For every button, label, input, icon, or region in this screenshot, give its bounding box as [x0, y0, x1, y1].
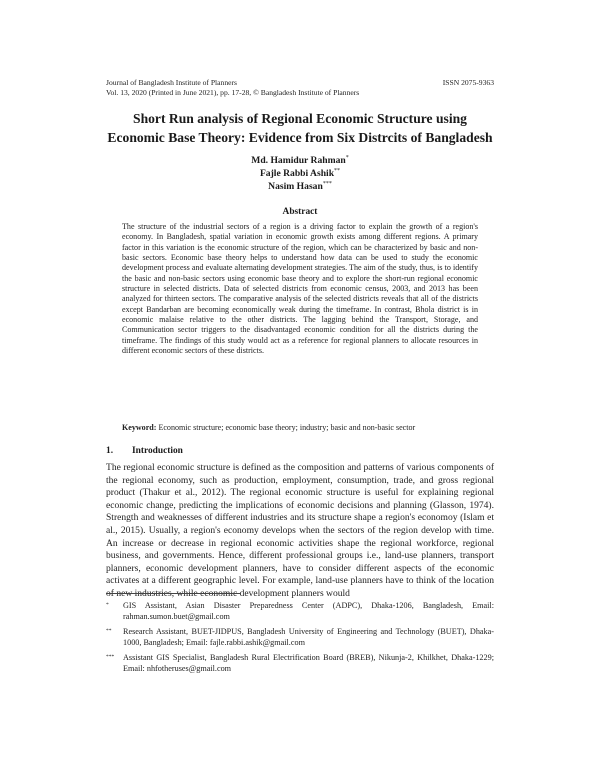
footnote-mark: ** [106, 628, 112, 634]
keywords-label: Keyword: [122, 423, 157, 432]
section-number: 1. [106, 446, 114, 456]
section-title: Introduction [132, 446, 183, 456]
section-heading [106, 446, 183, 456]
volume-line: Vol. 13, 2020 (Printed in June 2021), pp. 17-28, © Bangladesh Institute of Planners [106, 88, 360, 97]
author: Fajle Rabbi Ashik** [259, 168, 341, 179]
issn: ISSN 2075-9363 [442, 78, 494, 87]
keywords [122, 423, 478, 433]
author-mark: * [345, 155, 349, 161]
footnote-rule [106, 593, 240, 594]
author-list [100, 154, 500, 193]
footnote [106, 627, 494, 648]
abstract-heading: Abstract [282, 207, 318, 217]
author: Nasim Hasan*** [268, 181, 332, 192]
footnote-text: Research Assistant, BUET-JIDPUS, Bangladesh University of Engineering and Technology (BUET), Dhaka-1000, Bangladesh; Email: fajle.rabbi.ashik@gmail.com [123, 627, 494, 647]
author-mark: ** [334, 168, 341, 174]
footnote [106, 653, 494, 674]
journal-name: Journal of Bangladesh Institute of Planners [106, 78, 237, 87]
footnote-text: Assistant GIS Specialist, Bangladesh Rural Electrification Board (BREB), Nikunja-2, Khilkhet, Dhaka-1229; Email: nhfotheruses@gmail.com [123, 653, 494, 673]
journal-header [106, 78, 494, 98]
footnote [106, 601, 494, 622]
title-line-2: Economic Base Theory: Evidence from Six Distrcits of Bangladesh [107, 130, 493, 145]
paper-title [60, 109, 540, 147]
author: Md. Hamidur Rahman* [251, 155, 349, 166]
title-line-1: Short Run analysis of Regional Economic Structure using [133, 111, 467, 126]
footnotes [106, 601, 494, 679]
author-mark: *** [322, 181, 332, 187]
footnote-mark: * [106, 602, 109, 608]
keywords-text: Economic structure; economic base theory; industry; basic and non-basic sector [158, 423, 416, 432]
abstract-text: The structure of the industrial sectors of a region is a driving factor to explain the growth of a region's economy. In Bangladesh, spatial variation in economic growth exists among different regions. A primary factor in this variation is the economic structure of the region, which can be characterized by basic and non-basic sectors. Economic base theory helps to understand how data can be used to study the economic development process and evaluate alternating development strategies. The aim of the study, thus, is to identify the basic and non-basic sectors using economic base theory and to explore the short-run regional economic structure in selected districts. Data of selected districts from economic census, 2003, and 2013 has been analyzed for thirteen sectors. The comparative analysis of the selected districts reveals that all of the districts except Bandarban are becoming economically weak during the timeframe. In contrast, Bhola district is in economic malaise relative to the other districts. The lagging behind the Transport, Storage, and Communication sector triggers to the disadvantaged economic condition for all the districts during the timeframe. The findings of this study would act as a reference for regional planners to allocate resources in different economic sectors of these districts. [122, 222, 478, 356]
footnote-text: GIS Assistant, Asian Disaster Preparedness Center (ADPC), Dhaka-1206, Bangladesh, Email: rahman.sumon.buet@gmail.com [123, 601, 494, 621]
footnote-mark: *** [106, 654, 115, 660]
introduction-text: The regional economic structure is defined as the composition and patterns of various components of the regional economy, such as production, employment, consumption, trade, and gross regional product (Thakur et al., 2012). The regional economic structure is useful for explaining regional economic change, predicting the implications of economic decisions and planning (Glasson, 1974). Strength and weaknesses of different industries and its structure shape a region's economoy (Islam et al., 2015). Usually, a region's economy develops when the sectors of the region develop with time. An increase or decrease in regional economic activities shape the regional workforce, regional business, and governments. Hence, different professional groups i.e., land-use planners, transport planners, economic development planners, have to consider different aspects of the economic activates at a different geographic level. For example, land-use planners have to think of the location of new industries, while economic development planners would [106, 462, 494, 599]
